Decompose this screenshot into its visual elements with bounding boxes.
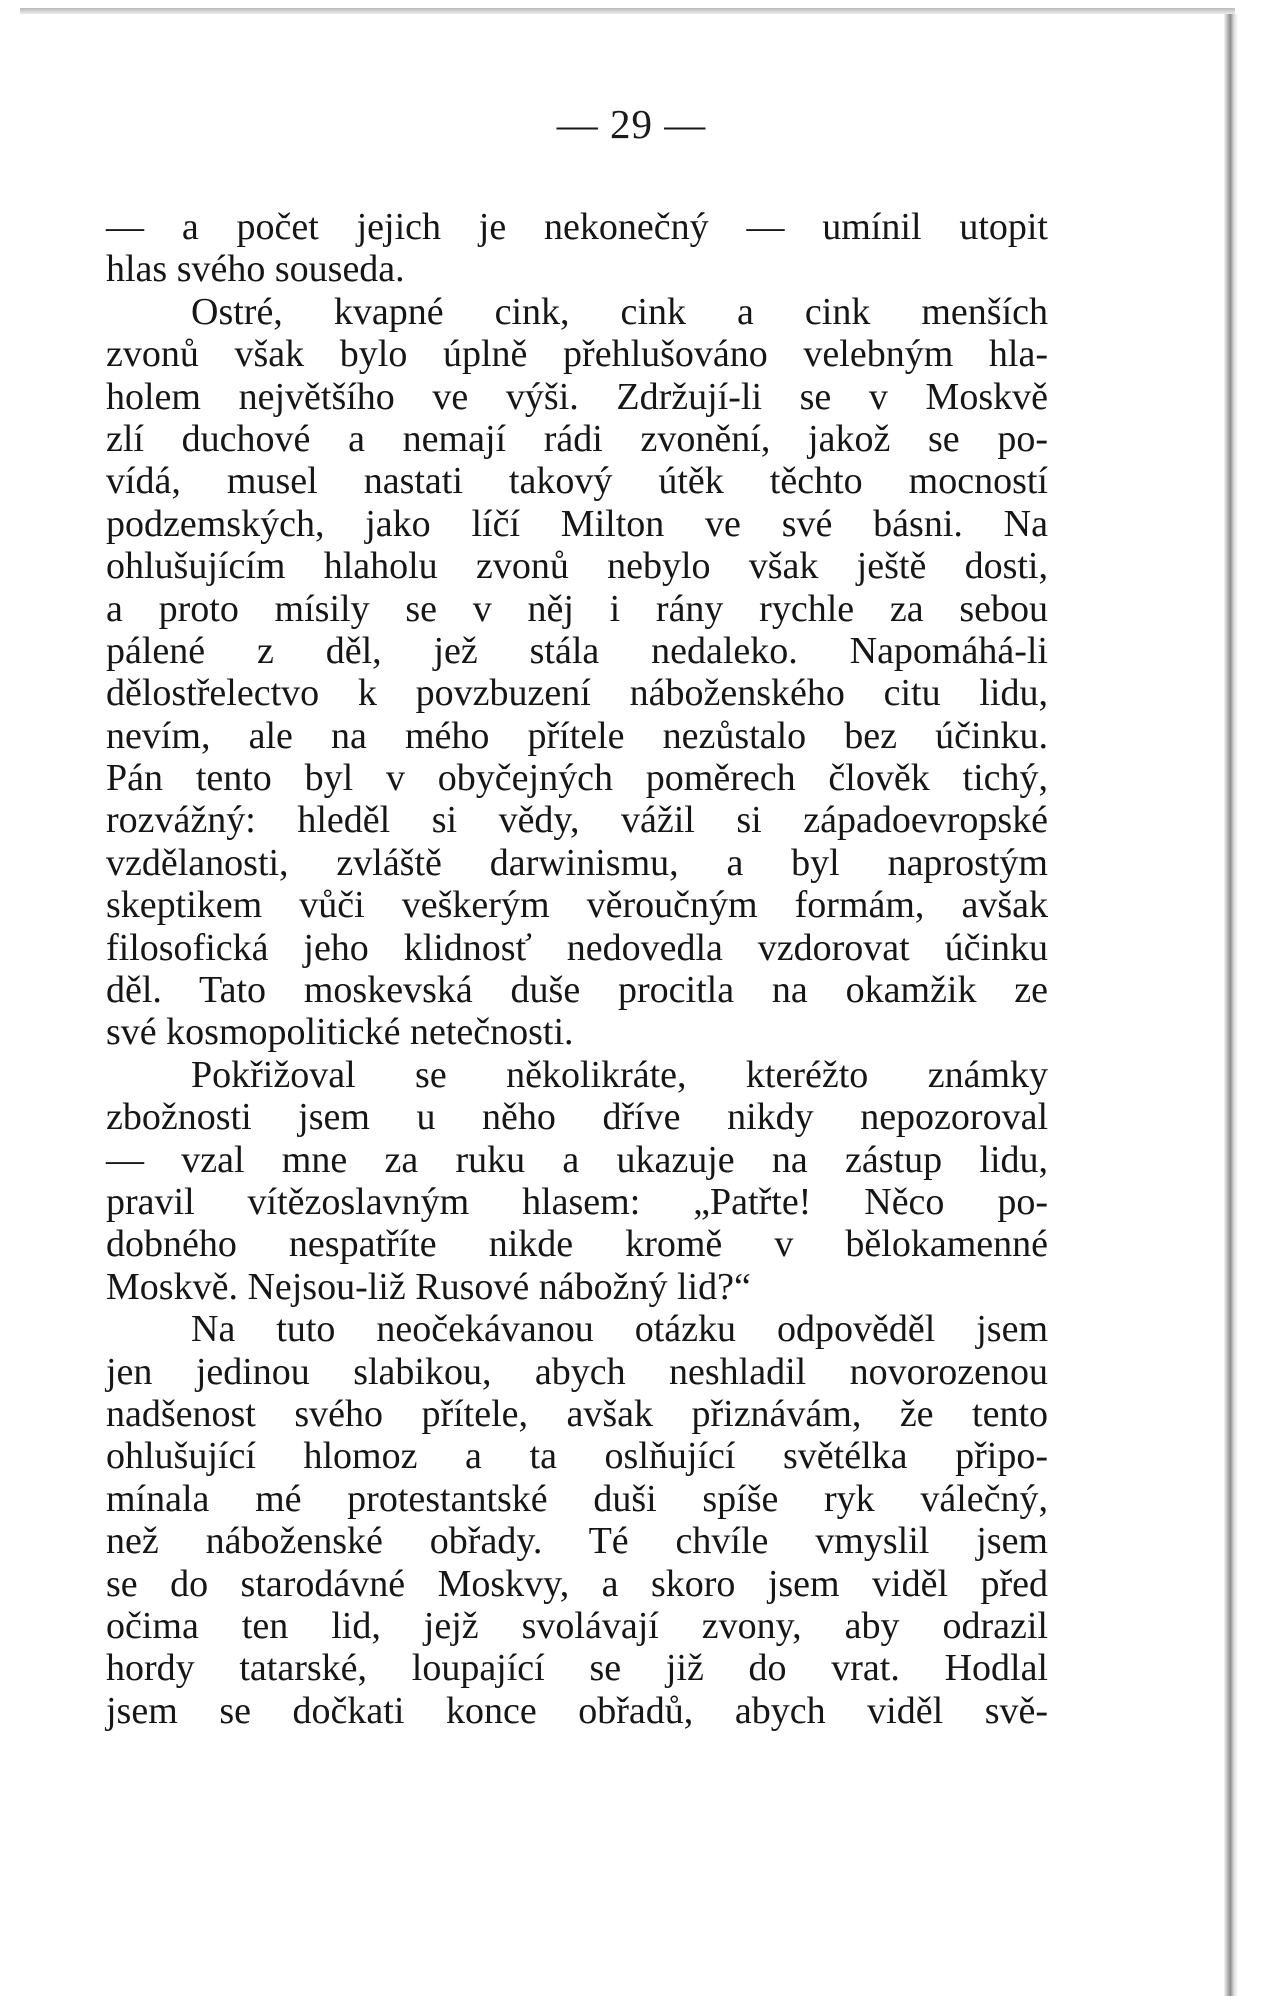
text-line: nadšenost svého přítele, avšak přiznávám, že tento — [106, 1392, 1048, 1435]
body-text — [106, 206, 1048, 1732]
text-line: rozvážný: hleděl si vědy, vážil si západoevropské — [106, 799, 1048, 842]
text-line: Pán tento byl v obyčejných poměrech člověk tichý, — [106, 757, 1048, 800]
text-line: jsem se dočkati konce obřadů, abych viděl svě- — [106, 1689, 1048, 1732]
text-line: zbožnosti jsem u něho dříve nikdy nepozoroval — [106, 1096, 1048, 1139]
text-line: své kosmopolitické netečnosti. — [106, 1011, 574, 1054]
text-line: děl. Tato moskevská duše procitla na okamžik ze — [106, 969, 1048, 1012]
text-line: filosofická jeho klidnosť nedovedla vzdorovat účinku — [106, 926, 1048, 969]
text-line: vzdělanosti, zvláště darwinismu, a byl naprostým — [106, 841, 1048, 884]
text-line: očima ten lid, jejž svolávají zvony, aby odrazil — [106, 1604, 1048, 1647]
text-line: zlí duchové a nemají rádi zvonění, jakož se po- — [106, 417, 1048, 460]
text-line: ohlušující hlomoz a ta oslňující světélka připo- — [106, 1435, 1048, 1478]
text-line: vídá, musel nastati takový útěk těchto mocností — [106, 460, 1048, 503]
text-line: Ostré, kvapné cink, cink a cink menších — [191, 290, 1048, 333]
text-line: hordy tatarské, loupající se již do vrat. Hodlal — [106, 1647, 1048, 1690]
text-line: — a počet jejich je nekonečný — umínil utopit — [106, 206, 1048, 248]
text-line: než náboženské obřady. Té chvíle vmyslil jsem — [106, 1520, 1048, 1563]
text-line: hlas svého souseda. — [106, 248, 405, 291]
text-line: pravil vítězoslavným hlasem: „Patřte! Něco po- — [106, 1180, 1048, 1223]
text-line: — vzal mne za ruku a ukazuje na zástup lidu, — [106, 1138, 1048, 1181]
page-top-shadow — [20, 8, 1235, 14]
text-line: skeptikem vůči veškerým věroučným formám, avšak — [106, 884, 1048, 927]
page-binding-shadow — [1224, 14, 1238, 1996]
text-line: Pokřižoval se několikráte, kteréžto známky — [191, 1053, 1048, 1096]
text-line: holem největšího ve výši. Zdržují-li se v Moskvě — [106, 375, 1048, 418]
text-line: pálené z děl, jež stála nedaleko. Napomáhá-li — [106, 629, 1048, 672]
text-line: se do starodávné Moskvy, a skoro jsem viděl před — [106, 1562, 1048, 1605]
text-line: jen jedinou slabikou, abych neshladil novorozenou — [106, 1350, 1048, 1393]
text-line: podzemských, jako líčí Milton ve své básni. Na — [106, 502, 1048, 545]
text-line: Moskvě. Nejsou-liž Rusové nábožný lid?“ — [106, 1265, 751, 1308]
text-line: Na tuto neočekávanou otázku odpověděl jsem — [191, 1308, 1048, 1351]
text-line: nevím, ale na mého přítele nezůstalo bez účinku. — [106, 714, 1048, 757]
page-number: — 29 — — [556, 101, 707, 147]
text-line: dělostřelectvo k povzbuzení náboženského citu lidu, — [106, 672, 1048, 715]
text-line: a proto mísily se v něj i rány rychle za sebou — [106, 587, 1048, 630]
text-line: zvonů však bylo úplně přehlušováno velebným hla- — [106, 333, 1048, 376]
text-line: dobného nespatříte nikde kromě v bělokamenné — [106, 1223, 1048, 1266]
text-line: ohlušujícím hlaholu zvonů nebylo však ještě dosti, — [106, 545, 1048, 588]
text-line: mínala mé protestantské duši spíše ryk válečný, — [106, 1477, 1048, 1520]
